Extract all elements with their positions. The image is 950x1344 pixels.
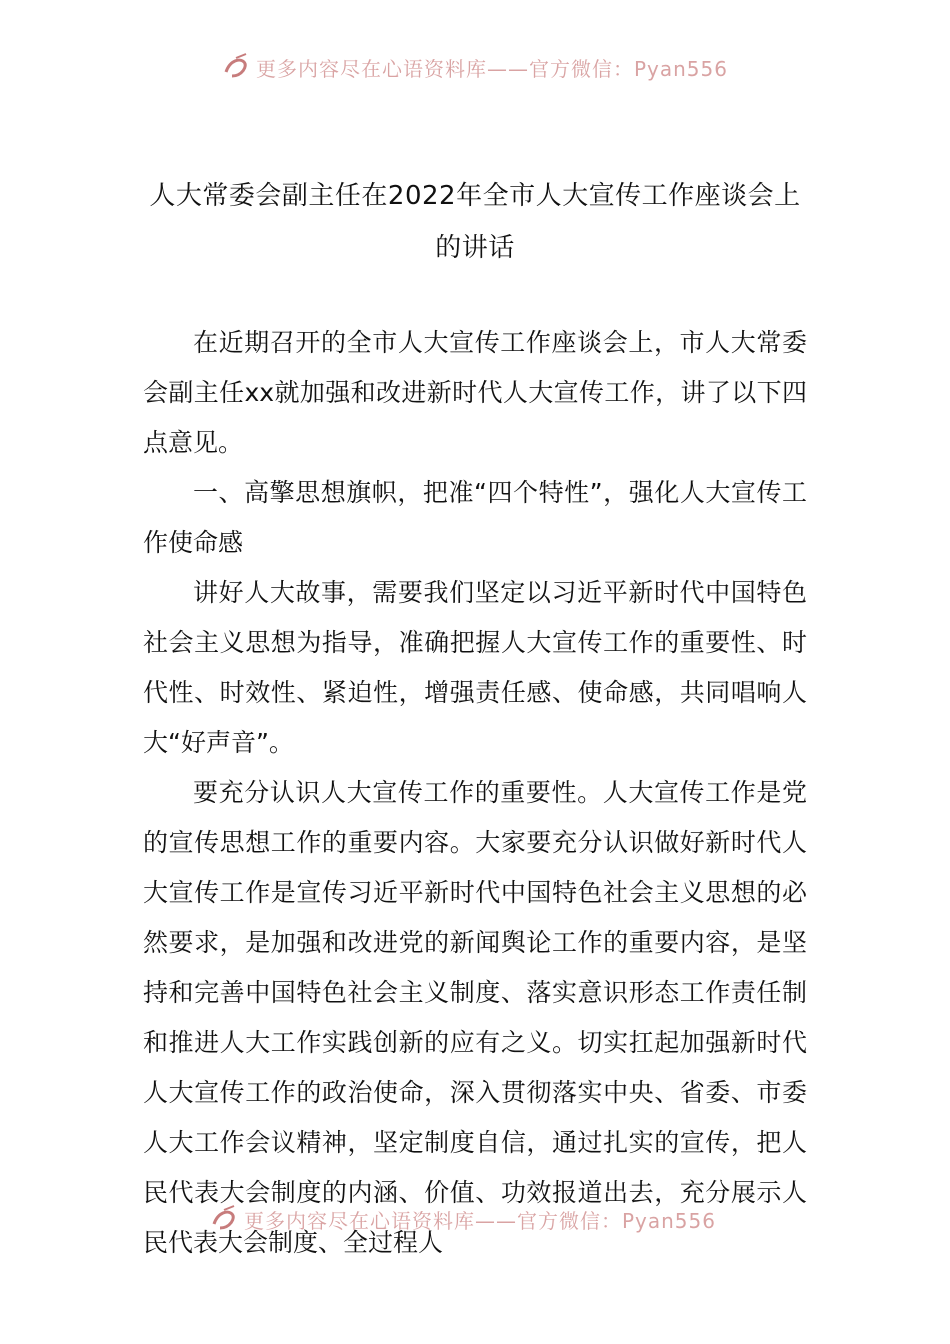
logo-icon bbox=[210, 1204, 240, 1234]
paragraph: 要充分认识人大宣传工作的重要性。人大宣传工作是党的宣传思想工作的重要内容。大家要充分认识做好新时代人大宣传工作是宣传习近平新时代中国特色社会主义思想的必然要求，是加强和改进党的新闻舆论工作的重要内容，是坚持和完善中国特色社会主义制度、落实意识形态工作责任制和推进人大工作实践创新的应有之义。切实扛起加强新时代人大宣传工作的政治使命，深入贯彻落实中央、省委、市委人大工作会议精神，坚定制度自信，通过扎实的宣传，把人民代表大会制度的内涵、价值、功效报道出去，充分展示人民代表大会制度、全过程人 bbox=[143, 778, 807, 1257]
page-title: 人大常委会副主任在2022年全市人大宣传工作座谈会上的讲话 bbox=[149, 181, 801, 263]
document-body bbox=[143, 318, 807, 1268]
watermark-text: 更多内容尽在心语资料库——官方微信：Pyan556 bbox=[243, 1208, 716, 1233]
watermark-footer bbox=[0, 1204, 938, 1234]
paragraph: 讲好人大故事，需要我们坚定以习近平新时代中国特色社会主义思想为指导，准确把握人大宣传工作的重要性、时代性、时效性、紧迫性，增强责任感、使命感，共同唱响人大“好声音”。 bbox=[143, 578, 807, 757]
section-heading: 一、高擎思想旗帜，把准“四个特性”，强化人大宣传工作使命感 bbox=[143, 478, 807, 557]
paragraph: 在近期召开的全市人大宣传工作座谈会上，市人大常委会副主任xx就加强和改进新时代人大宣传工作，讲了以下四点意见。 bbox=[143, 328, 807, 457]
watermark-header bbox=[0, 52, 950, 82]
logo-icon bbox=[222, 52, 252, 82]
watermark-text: 更多内容尽在心语资料库——官方微信：Pyan556 bbox=[255, 56, 728, 81]
